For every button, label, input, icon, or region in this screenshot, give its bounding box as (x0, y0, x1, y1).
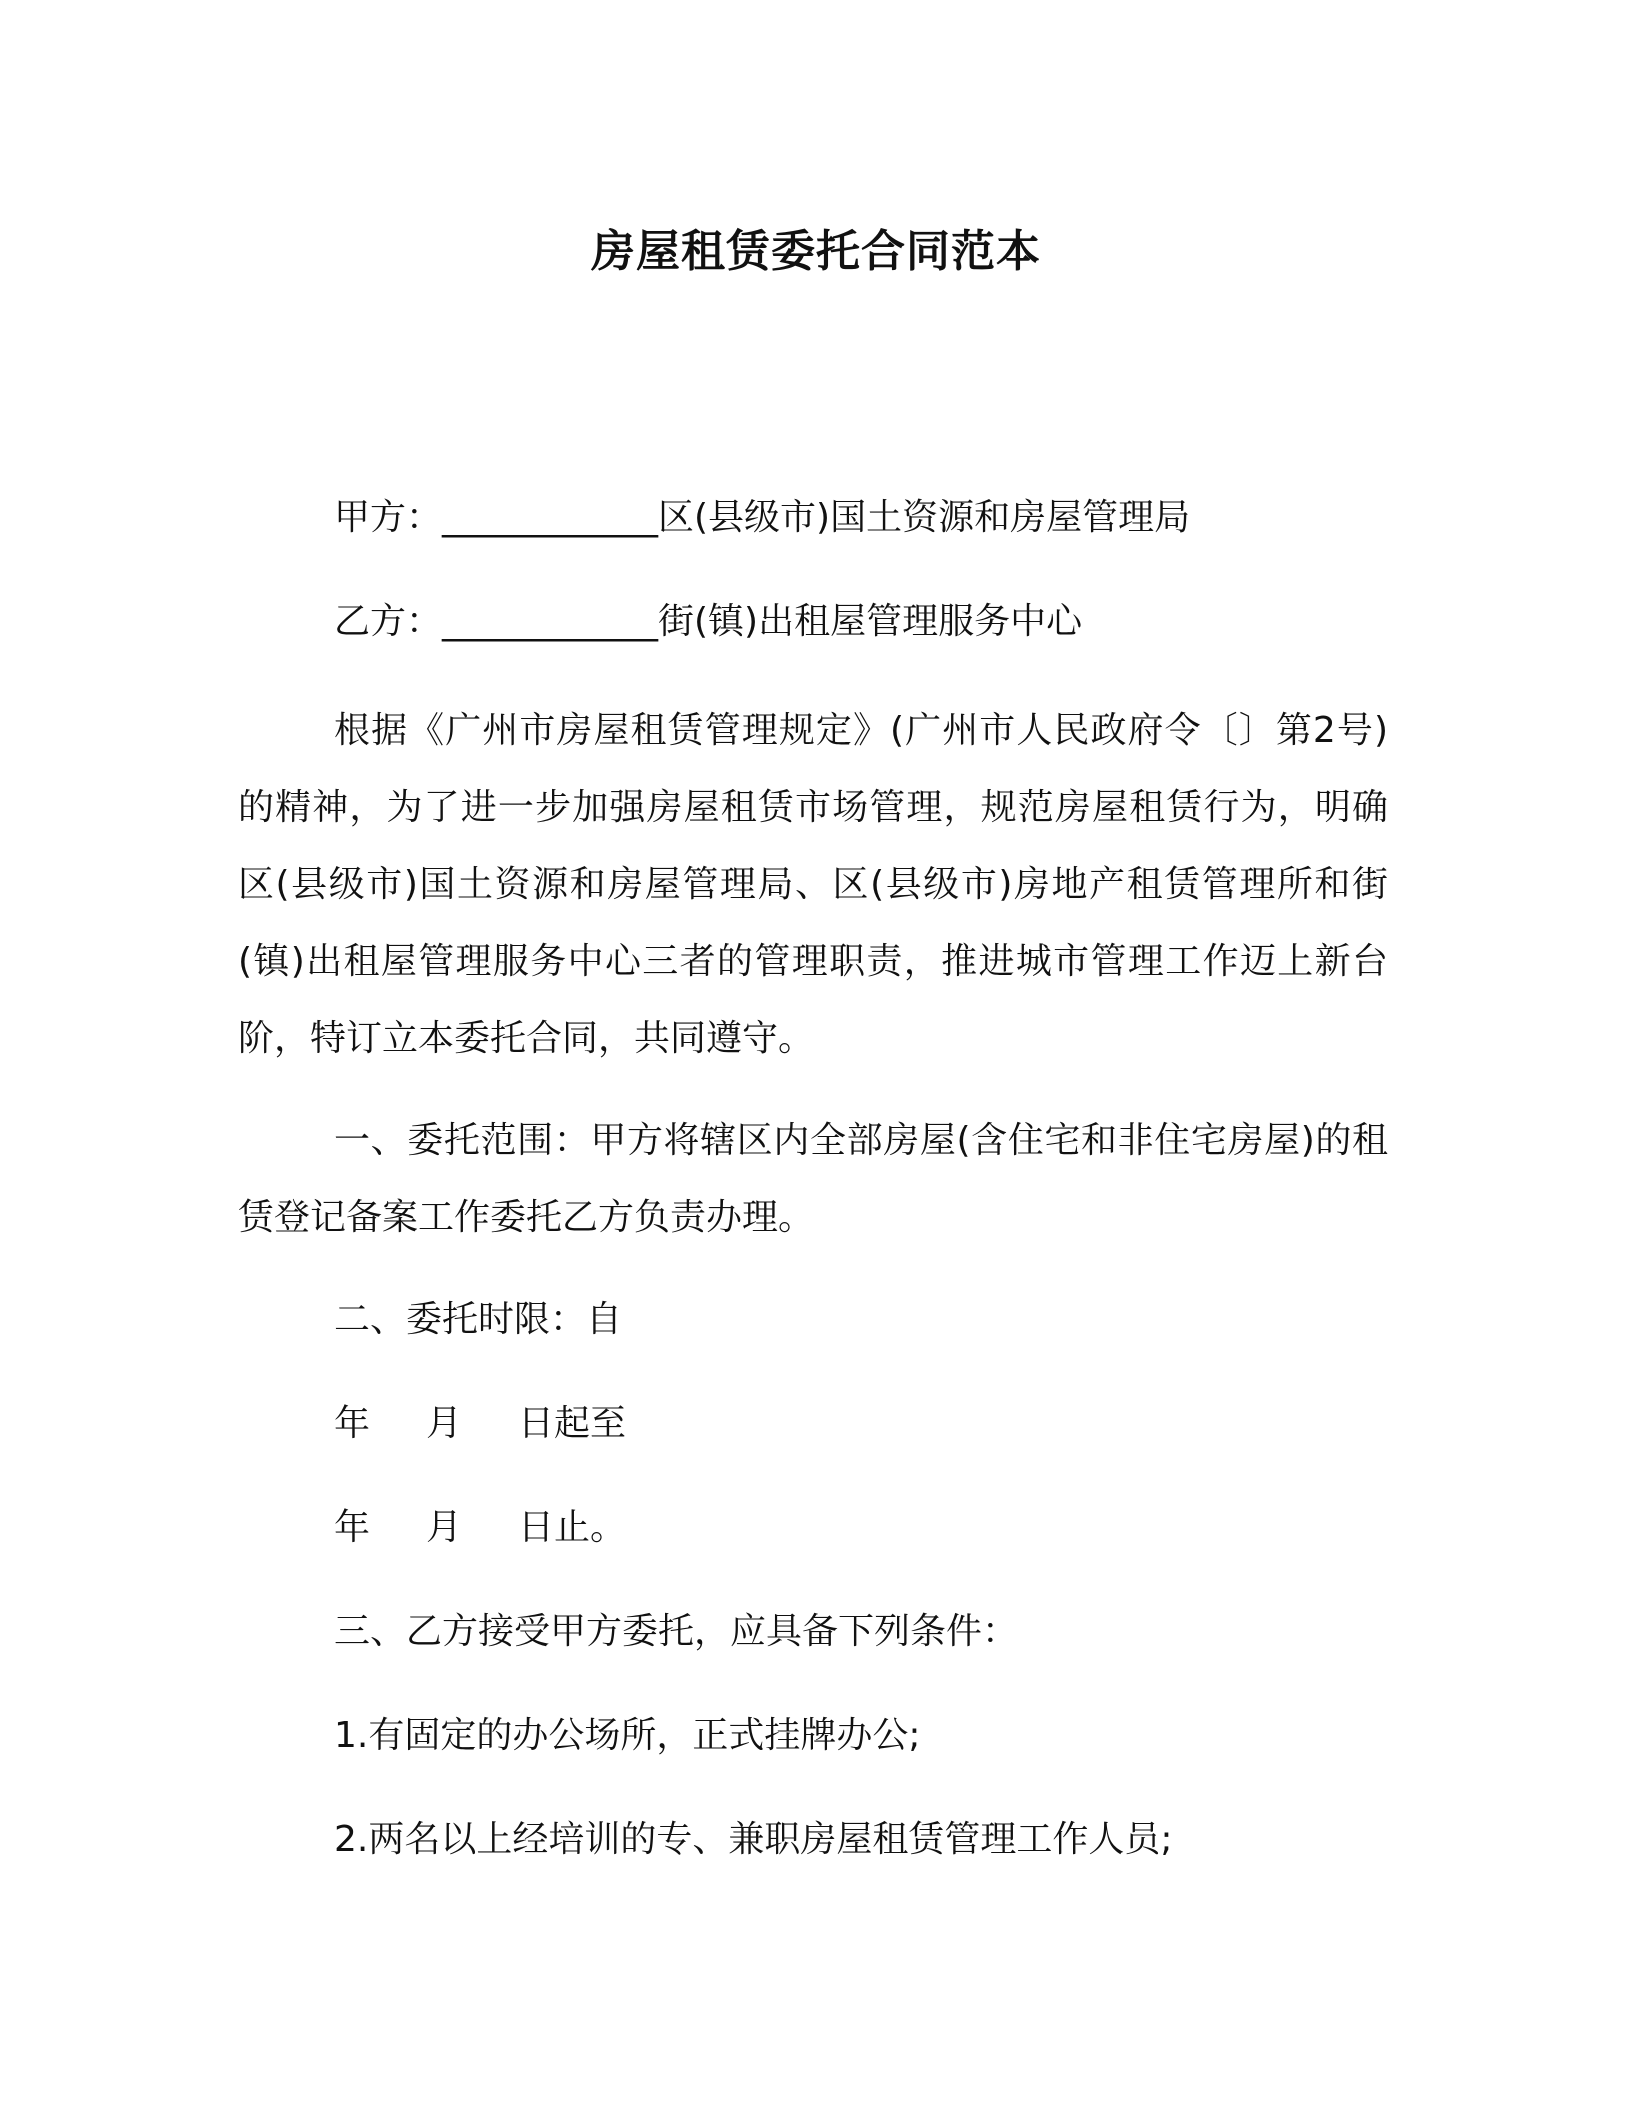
party-b-line (334, 598, 1082, 646)
party-b-blank: ____________ (442, 601, 659, 642)
party-a-line (334, 494, 1190, 542)
clause-3-item-2: 2.两名以上经培训的专、兼职房屋租赁管理工作人员; (334, 1819, 1173, 1860)
end-year-label: 年 (334, 1507, 371, 1548)
party-b-text: 街(镇)出租屋管理服务中心 (658, 601, 1083, 642)
clause-3-item-1: 1.有固定的办公场所，正式挂牌办公; (334, 1715, 921, 1756)
document-title: 房屋租赁委托合同范本 (591, 226, 1041, 277)
clause-2-start-date (334, 1400, 626, 1448)
end-day-label: 日止。 (518, 1507, 627, 1548)
party-a-label: 甲方： (334, 497, 443, 538)
preamble-paragraph: 根据《广州市房屋租赁管理规定》(广州市人民政府令〔〕第2号)的精神，为了进一步加强房屋租赁市场管理，规范房屋租赁行为，明确区(县级市)国土资源和房屋管理局、区(县级市)房地产租赁管理所和街(镇)出租屋管理服务中心三者的管理职责，推进城市管理工作迈上新台阶，特订立本委托合同，共同遵守。 (238, 710, 1388, 1059)
start-month-label: 月 (426, 1403, 463, 1444)
start-day-label: 日起至 (518, 1403, 627, 1444)
end-month-label: 月 (426, 1507, 463, 1548)
clause-2-end-date (334, 1504, 626, 1552)
clause-1-paragraph: 一、委托范围：甲方将辖区内全部房屋(含住宅和非住宅房屋)的租赁登记备案工作委托乙方负责办理。 (238, 1120, 1388, 1238)
start-year-label: 年 (334, 1403, 371, 1444)
party-a-text: 区(县级市)国土资源和房屋管理局 (658, 497, 1191, 538)
party-a-blank: ____________ (442, 497, 659, 538)
party-b-label: 乙方： (334, 601, 443, 642)
clause-3-intro: 三、乙方接受甲方委托，应具备下列条件： (334, 1611, 1019, 1652)
clause-2-intro: 二、委托时限：自 (334, 1299, 623, 1340)
